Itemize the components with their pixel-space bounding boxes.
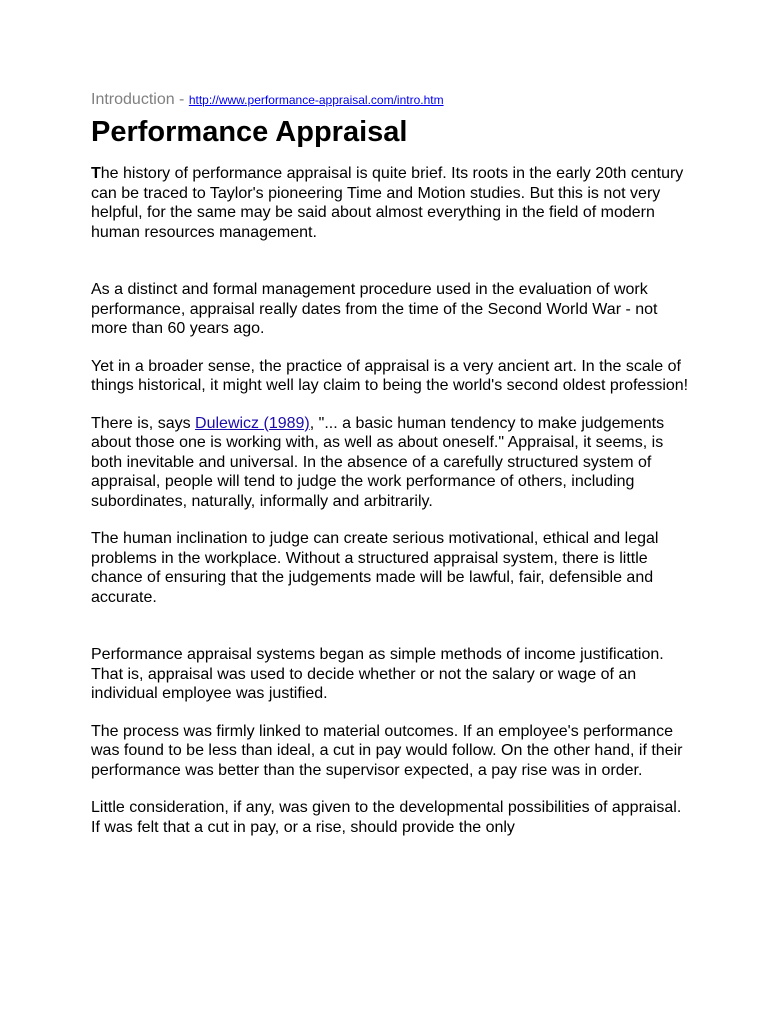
- page-title: Performance Appraisal: [91, 116, 408, 148]
- paragraph-dulewicz-after: , "... a basic human tendency to make judgements about those one is working with, as well as about oneself." Appraisal, it seems, is both inevitable and universal. In the absence of a carefully structured system of appraisal, people will tend to judge the work performance of others, including subordinates, naturally, informally and arbitrarily.: [91, 414, 665, 510]
- paragraph-history: [91, 164, 691, 242]
- paragraph-human-inclination: The human inclination to judge can create serious motivational, ethical and legal problems in the workplace. Without a structured appraisal system, there is little chance of ensuring that the judgements made will be lawful, fair, defensible and accurate.: [91, 530, 659, 606]
- paragraph-formal-procedure: As a distinct and formal management procedure used in the evaluation of work performance, appraisal really dates from the time of the Second World War - not more than 60 years ago.: [91, 281, 658, 337]
- intro-label: Introduction -: [91, 91, 189, 108]
- document-page: [91, 90, 691, 837]
- paragraph-ancient-art: Yet in a broader sense, the practice of appraisal is a very ancient art. In the scale of things historical, it might well lay claim to being the world's second oldest profession!: [91, 357, 689, 394]
- dulewicz-citation-link[interactable]: Dulewicz (1989): [195, 414, 310, 432]
- paragraph-history-text: he history of performance appraisal is quite brief. Its roots in the early 20th century can be traced to Taylor's pioneering Time and Motion studies. But this is not very helpful, for the same may be said about almost everything in the field of modern human resources management.: [91, 165, 684, 241]
- paragraph-material-outcomes: The process was firmly linked to material outcomes. If an employee's performance was found to be less than ideal, a cut in pay would follow. On the other hand, if their performance was better than the supervisor expected, a pay rise was in order.: [91, 722, 683, 779]
- intro-line: [91, 90, 691, 110]
- paragraph-dulewicz-before: There is, says: [91, 414, 196, 432]
- paragraph-developmental: Little consideration, if any, was given to the developmental possibilities of appraisal. If was felt that a cut in pay, or a rise, should provide the only: [91, 799, 682, 836]
- intro-url-link[interactable]: http://www.performance-appraisal.com/intro.htm: [188, 93, 444, 107]
- paragraph-dulewicz: [91, 414, 691, 512]
- paragraph-income-justification: Performance appraisal systems began as simple methods of income justification. That is, appraisal was used to decide whether or not the salary or wage of an individual employee was justified.: [91, 646, 664, 702]
- paragraph-lead-letter: T: [91, 165, 101, 182]
